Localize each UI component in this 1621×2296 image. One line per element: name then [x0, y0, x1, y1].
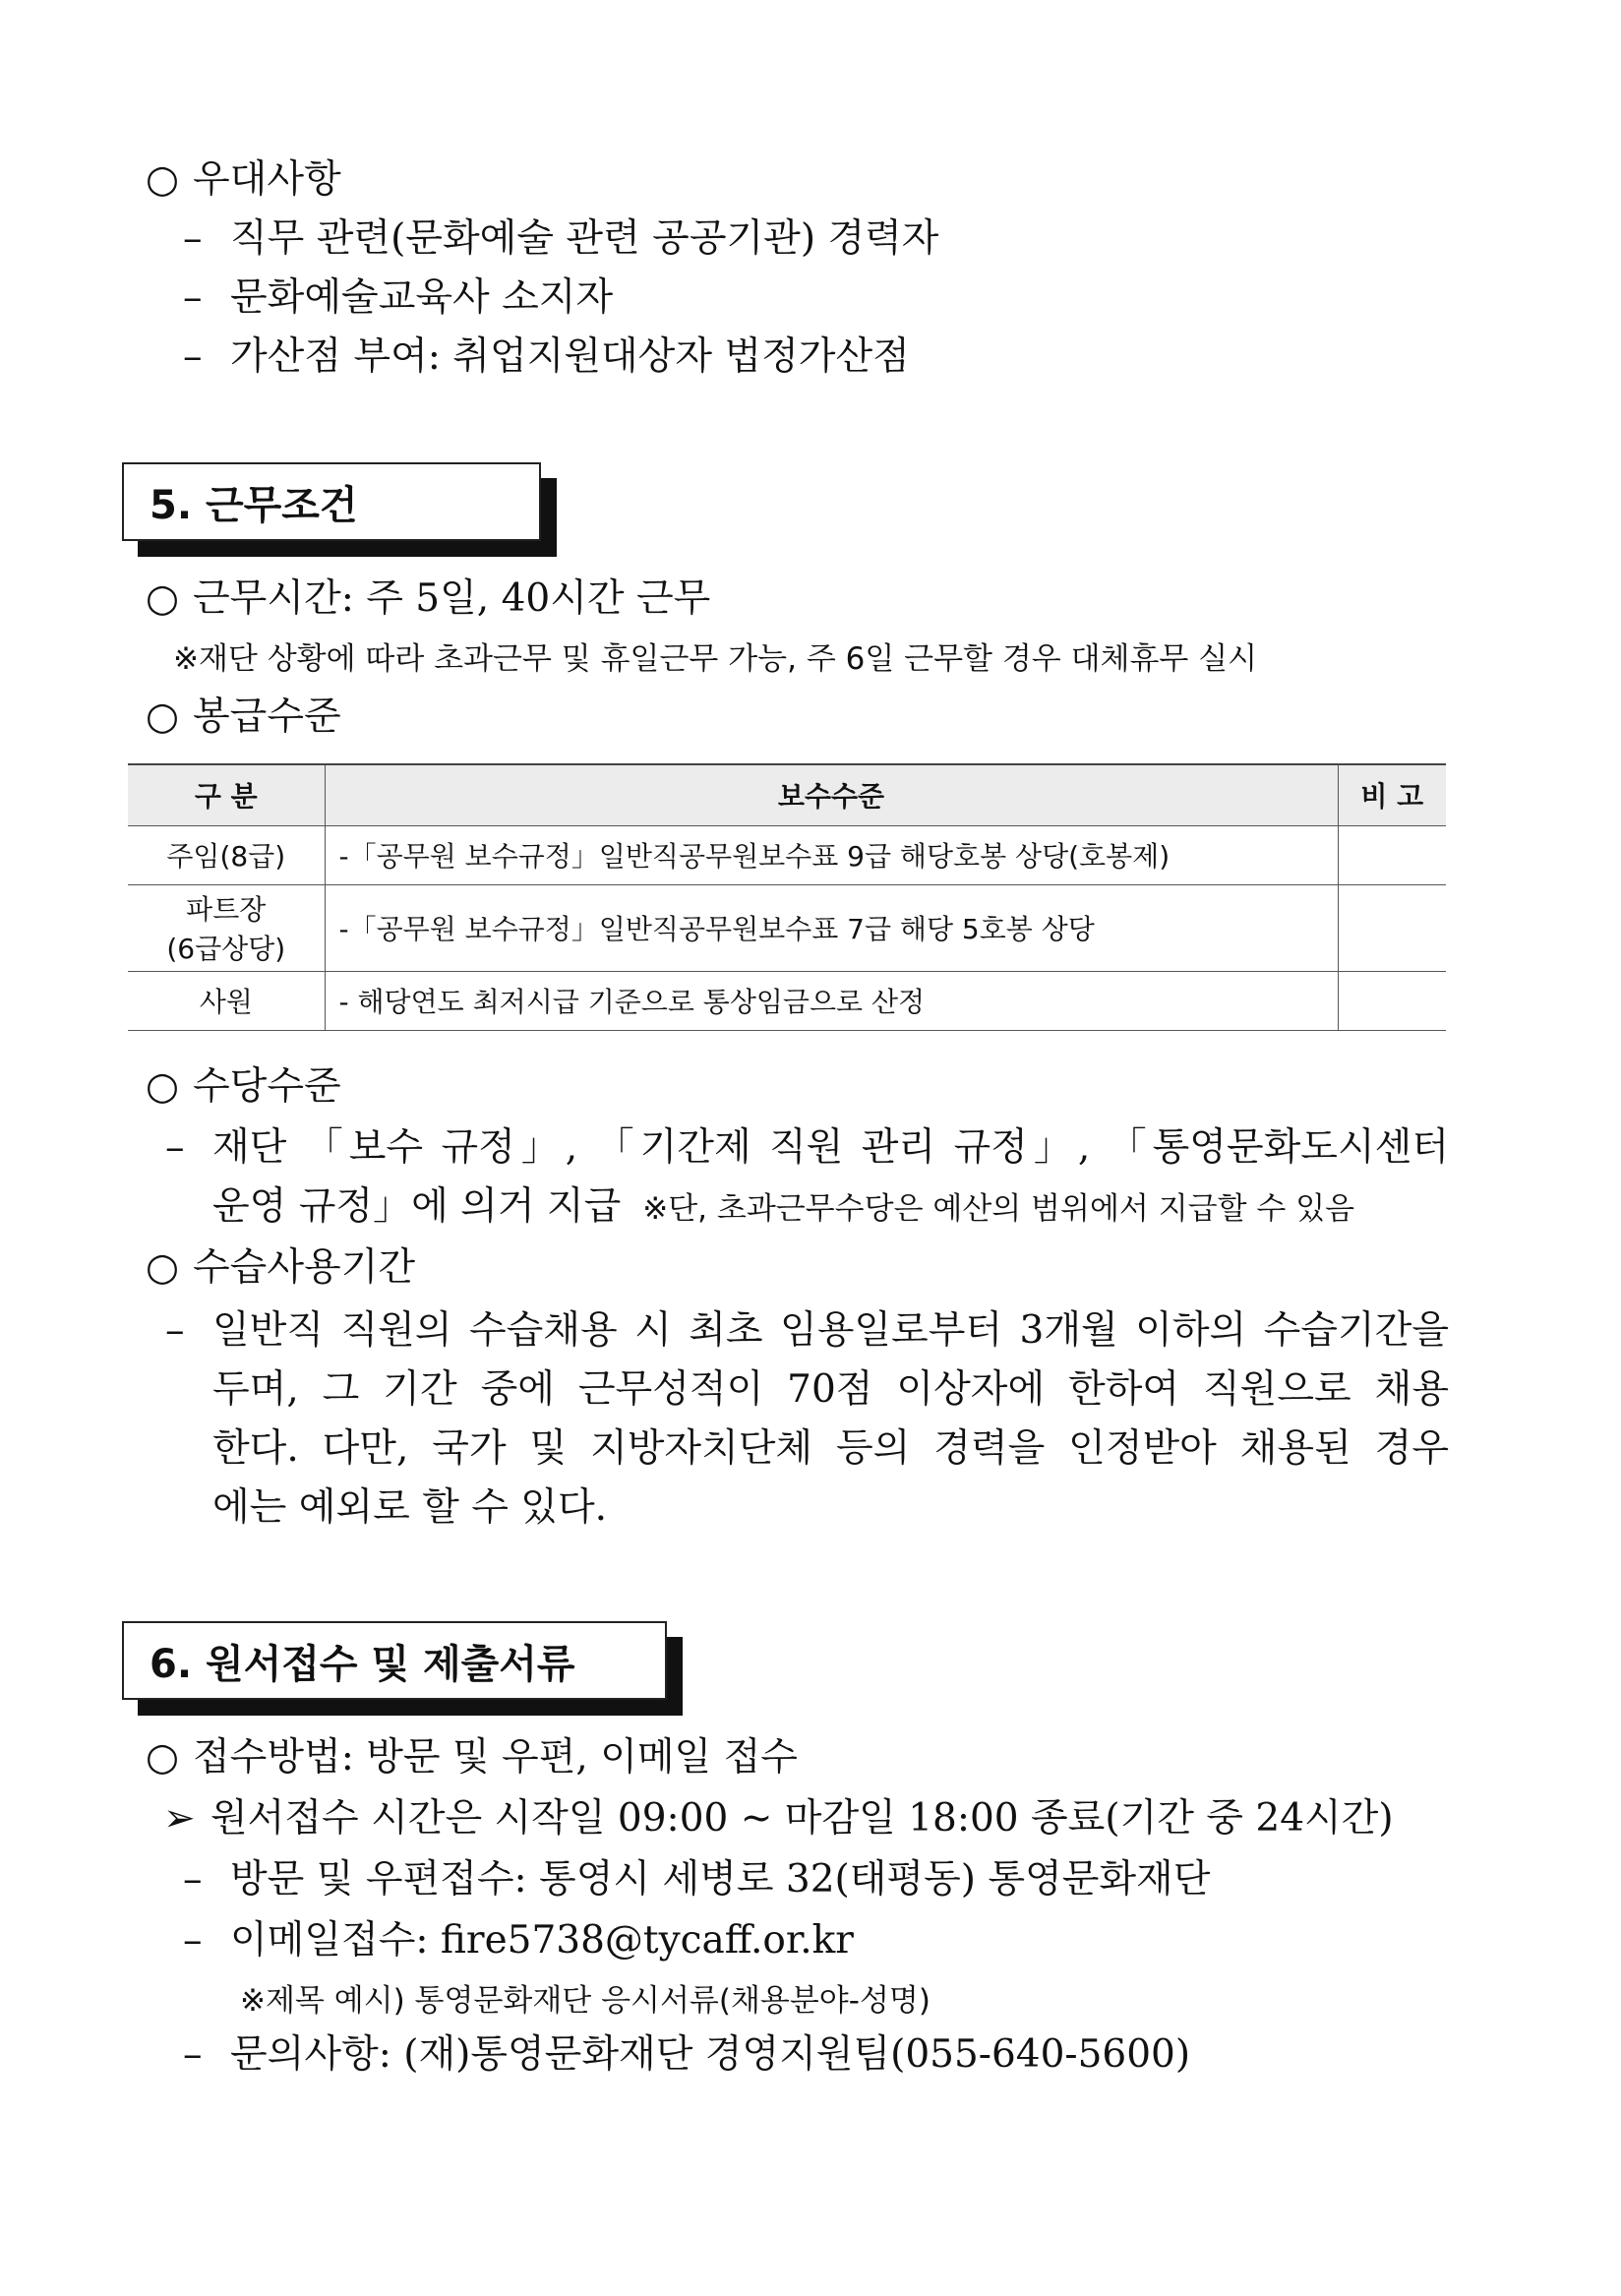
row-note [1338, 971, 1446, 1030]
application-method: ○ 접수방법: 방문 및 우편, 이메일 접수 [146, 1735, 798, 1780]
row-level: -「공무원 보수규정」일반직공무원보수표 9급 해당호봉 상당(호봉제) [325, 825, 1338, 884]
email-submission: – 이메일접수: fire5738@tycaff.or.kr [183, 1918, 854, 1963]
application-time: ➢ 원서접수 시간은 시작일 09:00 ~ 마감일 18:00 종료(기간 중 24시간) [163, 1796, 1394, 1841]
section-5-title: 5. 근무조건 [122, 462, 541, 541]
arrow-bullet-icon: ➢ [163, 1796, 196, 1841]
dash-icon: – [183, 334, 203, 379]
salary-table [128, 763, 1446, 1031]
allowance-text: – 재단 「보수 규정」, 「기간제 직원 관리 규정」, 「통영문화도시센터 [165, 1125, 1449, 1170]
header-category: 구 분 [128, 764, 325, 825]
preference-item: – 문화예술교육사 소지자 [183, 275, 614, 320]
preference-heading: ○ 우대사항 [146, 157, 341, 202]
email-subject-note: ※제목 예시) 통영문화재단 응시서류(채용분야-성명) [240, 1983, 931, 2019]
circle-bullet-icon: ○ [146, 695, 180, 739]
allowance-text-cont: 운영 규정」에 의거 지급 ※단, 초과근무수당은 예산의 범위에서 지급할 수 있음 [212, 1184, 1355, 1229]
dash-icon: – [183, 216, 203, 261]
dash-icon: – [165, 1308, 185, 1353]
row-category: 파트장 (6급상당) [128, 884, 325, 971]
dash-icon: – [165, 1125, 185, 1170]
row-note [1338, 884, 1446, 971]
dash-icon: – [183, 275, 203, 320]
probation-text-cont: 에는 예외로 할 수 있다. [212, 1485, 608, 1530]
row-category: 사원 [128, 971, 325, 1030]
circle-bullet-icon: ○ [146, 157, 180, 202]
table-row [128, 884, 1446, 971]
row-category: 주임(8급) [128, 825, 325, 884]
visit-submission: – 방문 및 우편접수: 통영시 세병로 32(태평동) 통영문화재단 [183, 1857, 1211, 1902]
preference-item: – 가산점 부여: 취업지원대상자 법정가산점 [183, 334, 910, 379]
dash-icon: – [183, 1857, 203, 1902]
circle-bullet-icon: ○ [146, 576, 180, 621]
probation-text-cont: 두며, 그 기간 중에 근무성적이 70점 이상자에 한하여 직원으로 채용 [212, 1367, 1449, 1412]
probation-heading: ○ 수습사용기간 [146, 1245, 416, 1290]
circle-bullet-icon: ○ [146, 1245, 180, 1290]
preference-item: – 직무 관련(문화예술 관련 공공기관) 경력자 [183, 216, 939, 261]
inquiry: – 문의사항: (재)통영문화재단 경영지원팀(055-640-5600) [183, 2032, 1191, 2077]
dash-icon: – [183, 2032, 203, 2077]
circle-bullet-icon: ○ [146, 1735, 180, 1780]
probation-text-cont: 한다. 다만, 국가 및 지방자치단체 등의 경력을 인정받아 채용된 경우 [212, 1426, 1449, 1471]
table-header-row [128, 764, 1446, 825]
table-row [128, 971, 1446, 1030]
salary-heading: ○ 봉급수준 [146, 695, 341, 739]
dash-icon: – [183, 1918, 203, 1963]
work-hours: ○ 근무시간: 주 5일, 40시간 근무 [146, 576, 711, 621]
header-level: 보수수준 [325, 764, 1338, 825]
work-hours-note: ※재단 상황에 따라 초과근무 및 휴일근무 가능, 주 6일 근무할 경우 대체휴무 실시 [173, 641, 1258, 677]
probation-text: – 일반직 직원의 수습채용 시 최초 임용일로부터 3개월 이하의 수습기간을 [165, 1308, 1449, 1353]
table-row [128, 825, 1446, 884]
row-level: -「공무원 보수규정」일반직공무원보수표 7급 해당 5호봉 상당 [325, 884, 1338, 971]
section-6-title: 6. 원서접수 및 제출서류 [122, 1621, 667, 1700]
allowance-heading: ○ 수당수준 [146, 1064, 341, 1109]
header-note: 비 고 [1338, 764, 1446, 825]
circle-bullet-icon: ○ [146, 1064, 180, 1109]
row-note [1338, 825, 1446, 884]
row-level: - 해당연도 최저시급 기준으로 통상임금으로 산정 [325, 971, 1338, 1030]
